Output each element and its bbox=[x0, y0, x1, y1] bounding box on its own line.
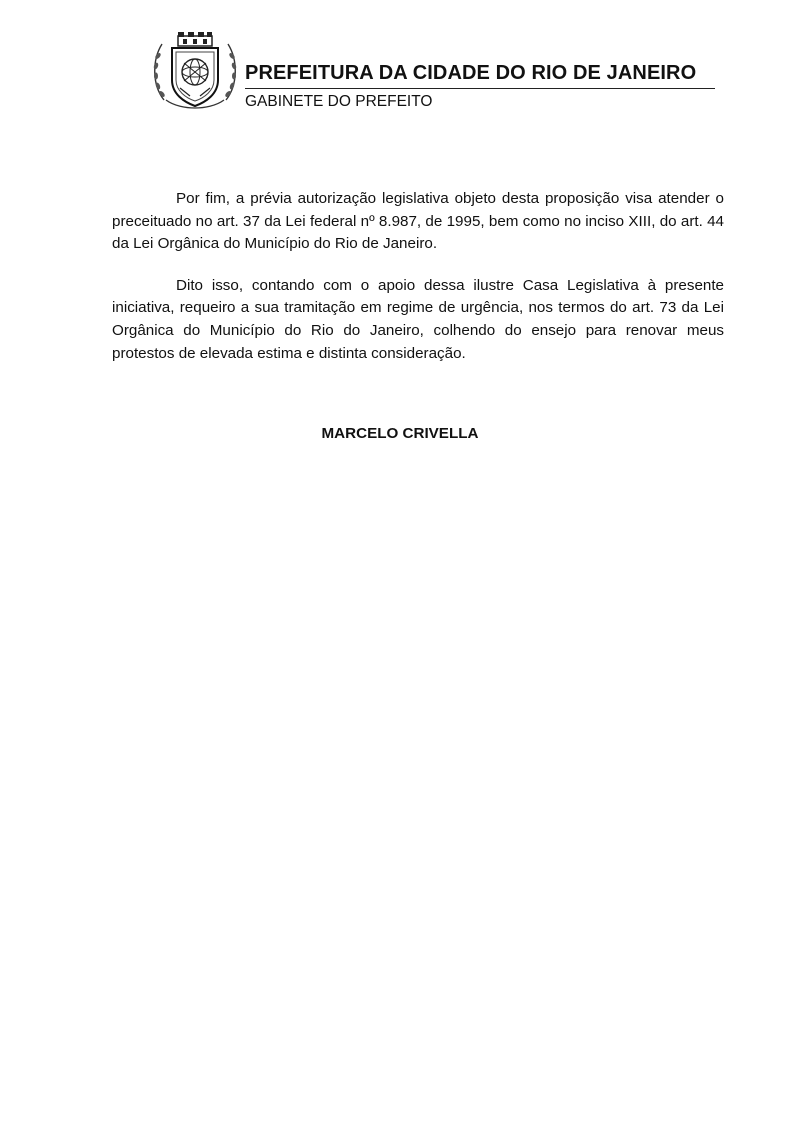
body-paragraph: Dito isso, contando com o apoio dessa ilustre Casa Legislativa à presente iniciativa, requeiro a sua tramitação em regime de urgência, nos termos do art. 73 da Lei Orgânica do Município do Rio do Janeiro, colhendo do ensejo para renovar meus protestos de elevada estima e distinta consideração. bbox=[112, 276, 724, 362]
letterhead-rule bbox=[245, 88, 715, 89]
organization-name: PREFEITURA DA CIDADE DO RIO DE JANEIRO bbox=[245, 62, 697, 84]
body-paragraph: Por fim, a prévia autorização legislativa objeto desta proposição visa atender o preceituado no art. 37 da Lei federal nº 8.987, de 1995, bem como no inciso XIII, do art. 44 da Lei Orgânica do Município do Rio de Janeiro. bbox=[112, 190, 724, 253]
city-coat-of-arms-icon bbox=[150, 30, 240, 110]
letterhead bbox=[150, 30, 720, 115]
department-name: GABINETE DO PREFEITO bbox=[245, 93, 433, 110]
signatory-name: MARCELO CRIVELLA bbox=[321, 425, 479, 442]
document-body bbox=[112, 188, 724, 384]
